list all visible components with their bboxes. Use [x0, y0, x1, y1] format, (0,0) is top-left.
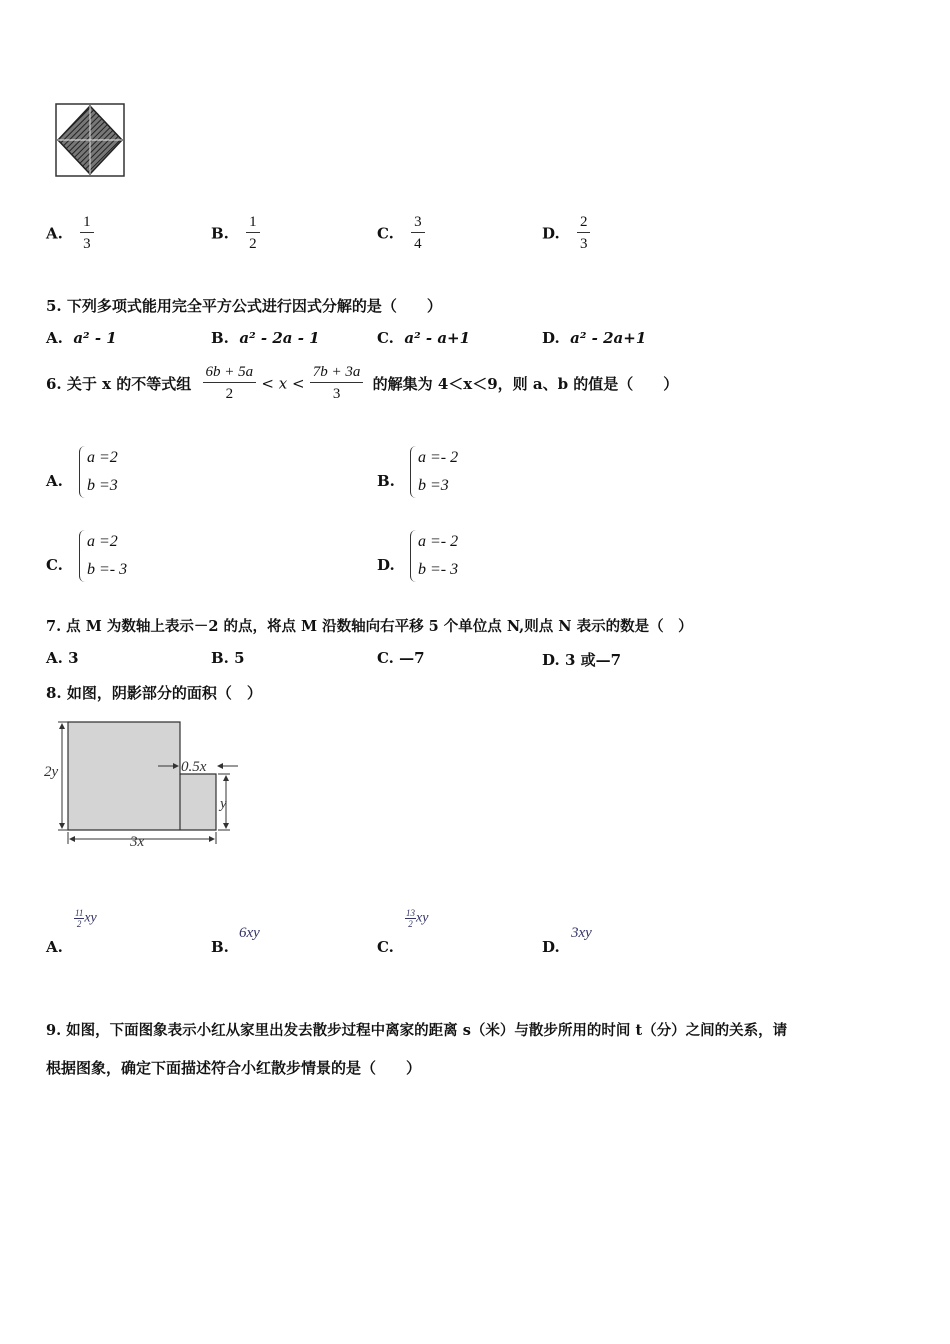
q4-a-fraction: $\frac{1}{3}$	[80, 212, 94, 255]
q9-stem-line1: 9. 如图，下面图象表示小红从家里出发去散步过程中离家的距离 s（米）与散步所用的时间 t（分）之间的关系，请	[46, 1022, 788, 1039]
q9-stem-line2: 根据图象，确定下面描述符合小红散步情景的是（ ）	[46, 1059, 422, 1077]
q6-option-b-letter[interactable]: B.	[377, 472, 395, 490]
q6-option-d-system: a =- 2 b =- 3	[418, 528, 458, 584]
q8-label-0-5x: 0.5x	[181, 759, 207, 775]
q6-fraction-right: $\frac{7b + 3a}{3}$	[310, 362, 364, 405]
q5-option-d[interactable]: D. a² - 2a+1	[542, 329, 647, 347]
q4-option-a[interactable]: A. $\frac{1}{3}$	[46, 212, 94, 255]
q6-option-c-system: a =2 b =- 3	[87, 528, 127, 584]
q8-label-2y: 2y	[44, 764, 59, 780]
q4-c-fraction: $\frac{3}{4}$	[411, 212, 425, 255]
q8-area-figure	[42, 716, 242, 856]
q6-option-d-letter[interactable]: D.	[377, 556, 395, 574]
q8-option-b-letter[interactable]: B.	[211, 938, 229, 956]
q5-option-b[interactable]: B. a² - 2a - 1	[211, 329, 320, 347]
q4-option-c[interactable]: C. $\frac{3}{4}$	[377, 212, 425, 255]
q7-stem: 7. 点 M 为数轴上表示－2 的点，将点 M 沿数轴向右平移 5 个单位点 N,则点 N 表示的数是（ ）	[46, 618, 693, 635]
q7-option-a[interactable]: A. 3	[46, 649, 79, 667]
q8-stem: 8. 如图，阴影部分的面积（ ）	[46, 684, 262, 702]
q6-fraction-left: $\frac{6b + 5a}{2}$	[203, 362, 257, 405]
q5-option-c[interactable]: C. a² - a+1	[377, 329, 471, 347]
q8-option-c-letter[interactable]: C.	[377, 938, 394, 956]
q7-option-b[interactable]: B. 5	[211, 649, 245, 667]
q5-option-a[interactable]: A. a² - 1	[46, 329, 117, 347]
q8-option-b-value: 6xy	[239, 925, 260, 941]
q8-label-y: y	[220, 796, 227, 812]
q6-option-a-system: a =2 b =3	[87, 444, 118, 500]
q5-stem: 5. 下列多项式能用完全平方公式进行因式分解的是（ ）	[46, 297, 442, 315]
q8-option-a-value: $\frac{11}{2}$ xy	[75, 908, 97, 929]
q4-b-fraction: $\frac{1}{2}$	[246, 212, 260, 255]
q8-option-c-value: $\frac{13}{2}$ xy	[406, 908, 429, 929]
q8-option-a-letter[interactable]: A.	[46, 938, 63, 956]
q6-stem: 6. 关于 x 的不等式组 $\frac{6b + 5a}{2}$ < x < $\frac{7b + 3a}{3}$ 的解集为 4＜x＜9，则 a、b 的值是（ ）	[46, 362, 678, 405]
q6-option-c-letter[interactable]: C.	[46, 556, 63, 574]
q4-d-fraction: $\frac{2}{3}$	[577, 212, 591, 255]
q6-option-a-letter[interactable]: A.	[46, 472, 63, 490]
q4-option-d[interactable]: D. $\frac{2}{3}$	[542, 212, 590, 255]
q8-option-d-value: 3xy	[571, 925, 592, 941]
q6-option-b-system: a =- 2 b =3	[418, 444, 458, 500]
q7-option-d[interactable]: D. 3 或—7	[542, 651, 622, 669]
q8-option-d-letter[interactable]: D.	[542, 938, 560, 956]
q4-option-b[interactable]: B. $\frac{1}{2}$	[211, 212, 260, 255]
q7-option-c[interactable]: C. —7	[377, 649, 425, 667]
diamond-square-figure	[52, 100, 128, 180]
q8-label-3x: 3x	[130, 834, 145, 850]
